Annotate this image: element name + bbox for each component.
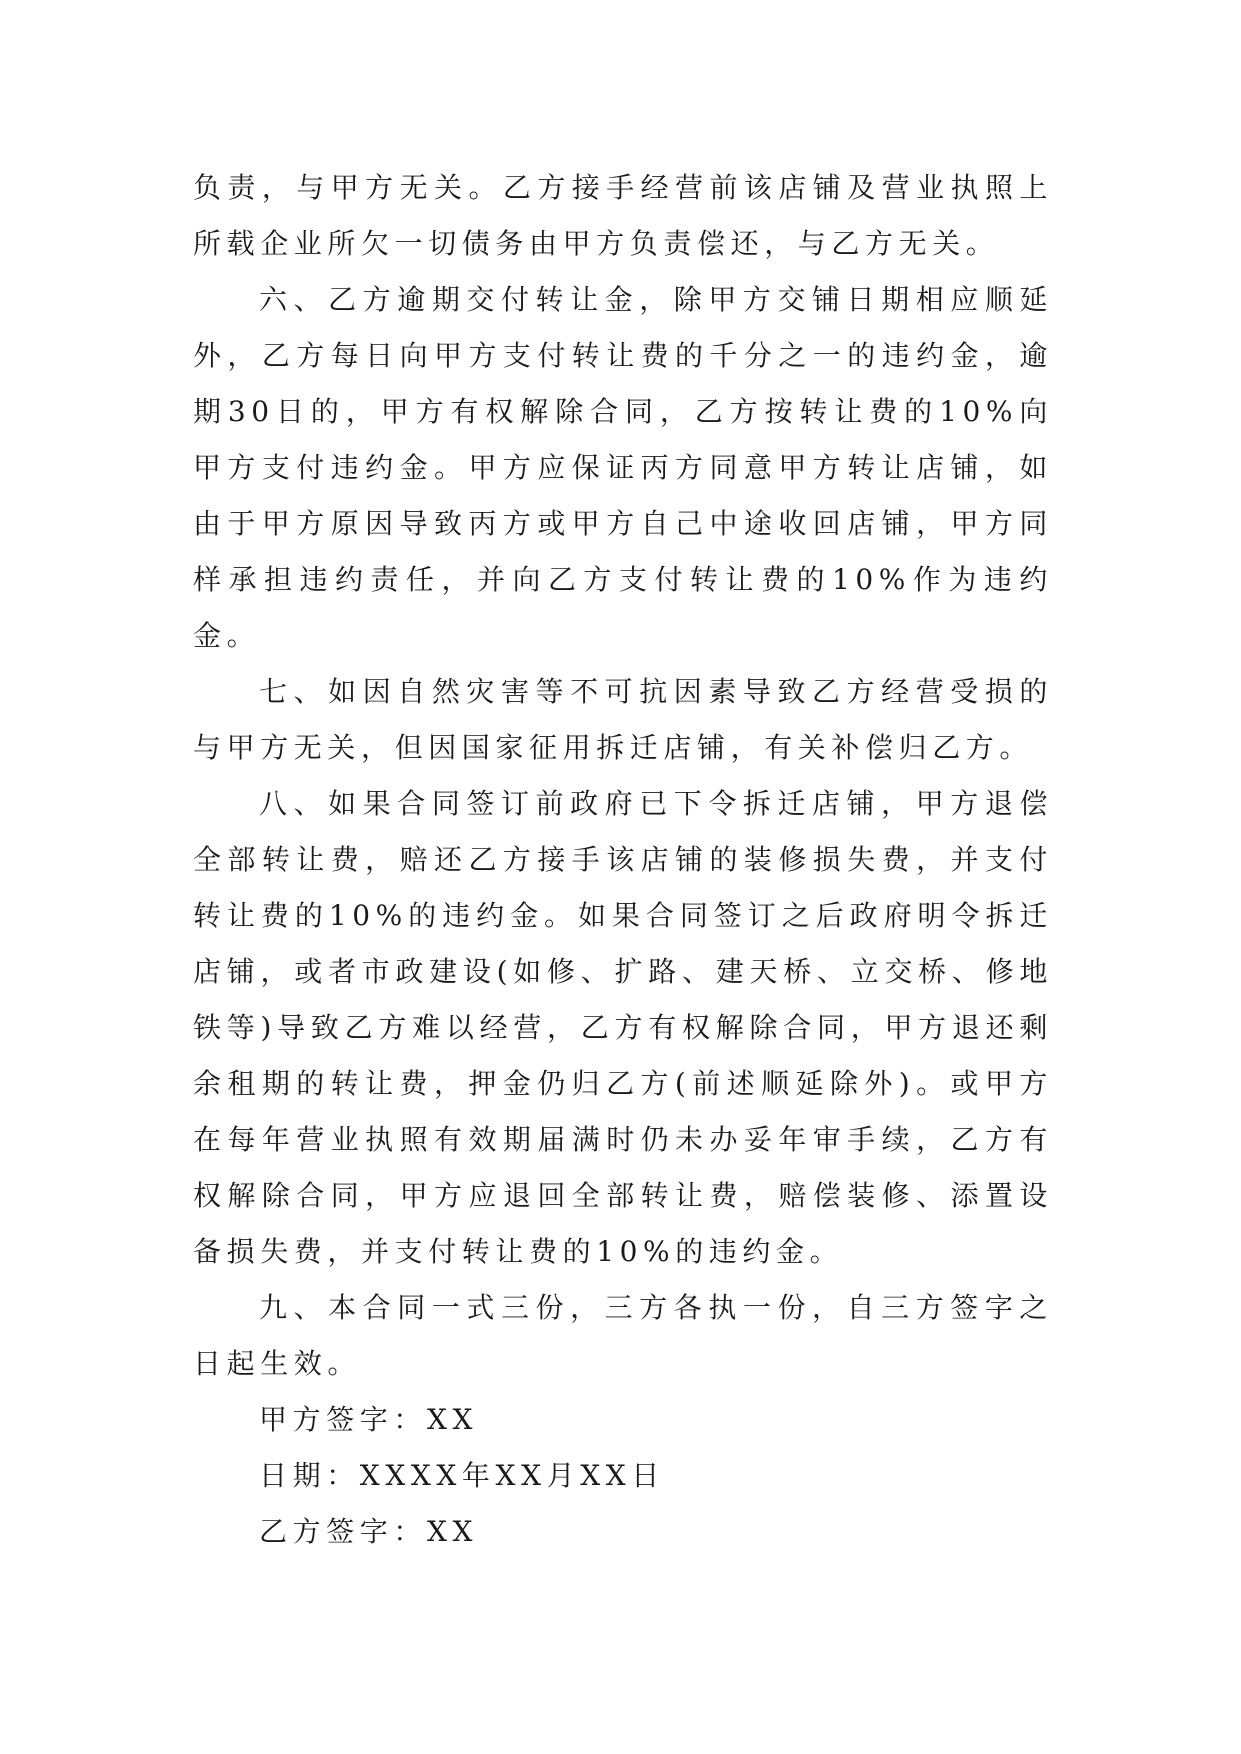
paragraph-continuation: 负责，与甲方无关。乙方接手经营前该店铺及营业执照上所载企业所欠一切债务由甲方负责偿还，与乙方无关。 <box>193 171 1053 260</box>
document-body <box>193 160 1053 1560</box>
party-a-signature: 甲方签字：XX <box>259 1403 479 1436</box>
paragraph-clause-7: 七、如因自然灾害等不可抗因素导致乙方经营受损的与甲方无关，但因国家征用拆迁店铺，有关补偿归乙方。 <box>193 675 1053 764</box>
paragraph-clause-9: 九、本合同一式三份，三方各执一份，自三方签字之日起生效。 <box>193 1291 1053 1380</box>
paragraph-clause-8: 八、如果合同签订前政府已下令拆迁店铺，甲方退偿全部转让费，赔还乙方接手该店铺的装修损失费，并支付转让费的10%的违约金。如果合同签订之后政府明令拆迁店铺，或者市政建设(如修、扩路、建天桥、立交桥、修地铁等)导致乙方难以经营，乙方有权解除合同，甲方退还剩余租期的转让费，押金仍归乙方(前述顺延除外)。或甲方在每年营业执照有效期届满时仍未办妥年审手续，乙方有权解除合同，甲方应退回全部转让费，赔偿装修、添置设备损失费，并支付转让费的10%的违约金。 <box>193 787 1053 1268</box>
party-b-signature: 乙方签字：XX <box>259 1515 479 1548</box>
paragraph-clause-6: 六、乙方逾期交付转让金，除甲方交铺日期相应顺延外，乙方每日向甲方支付转让费的千分之一的违约金，逾期30日的，甲方有权解除合同，乙方按转让费的10%向甲方支付违约金。甲方应保证丙方同意甲方转让店铺，如由于甲方原因导致丙方或甲方自己中途收回店铺，甲方同样承担违约责任，并向乙方支付转让费的10%作为违约金。 <box>193 283 1053 652</box>
signature-date: 日期：XXXX年XX月XX日 <box>259 1459 665 1492</box>
